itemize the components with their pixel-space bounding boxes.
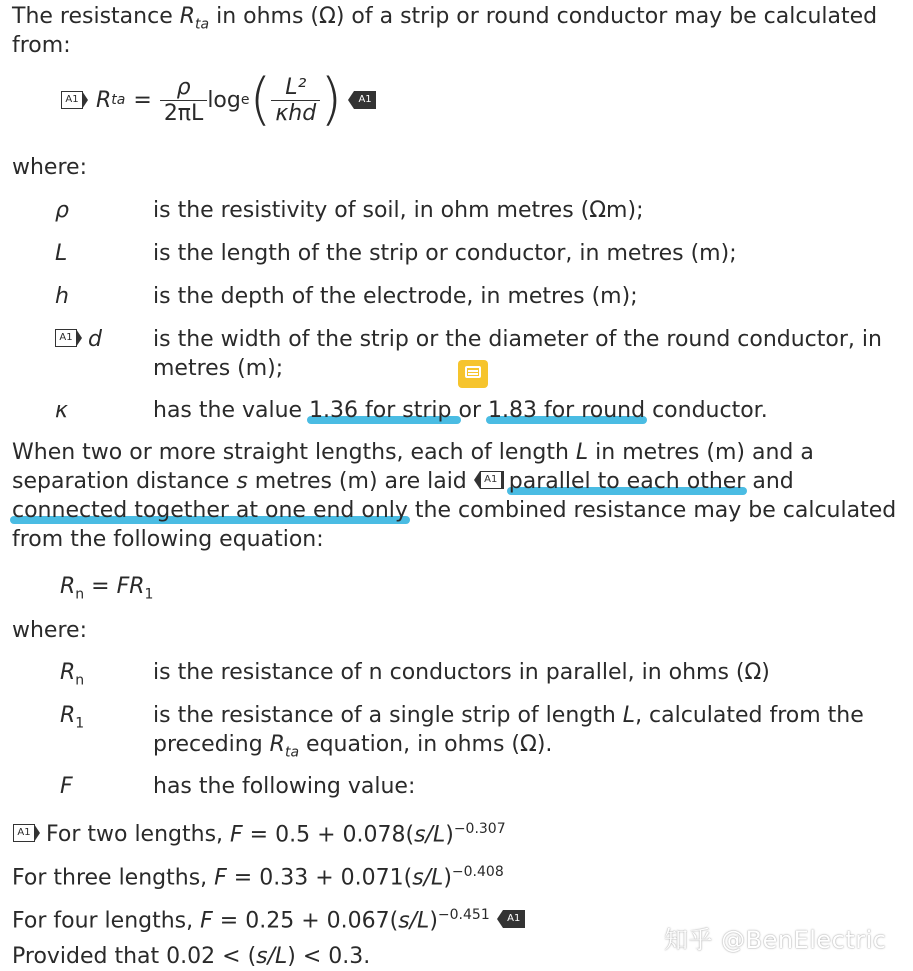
highlight-round: 1.83 for round xyxy=(488,398,646,423)
def-symbol-rho: ρ xyxy=(55,198,69,223)
intro-line-2: from: xyxy=(12,33,71,58)
amendment-close-icon: A1 xyxy=(474,470,502,490)
def-text-R1-2: preceding $R_{ta}$ equation, in ohms (Ω). xyxy=(153,732,553,761)
formula-inner-fraction: $\frac{\text{L²}}{\text{κhd}}$ xyxy=(271,75,320,126)
formula-equals: = xyxy=(133,87,152,113)
para-line-1: When two or more straight lengths, each of length L in metres (m) and a xyxy=(12,440,814,465)
def-text-R1: is the resistance of a single strip of length L, calculated from the xyxy=(153,703,864,728)
def-text-F: has the following value: xyxy=(153,774,416,799)
amendment-open-icon: A1 xyxy=(60,90,88,110)
para-line-2: separation distance s metres (m) are laid A1 parallel to each other and xyxy=(12,469,794,494)
amendment-open-icon: A1 xyxy=(54,328,82,348)
intro-text: The resistance xyxy=(12,4,180,29)
formula-rta xyxy=(60,67,376,132)
formula-fraction: $\frac{\rho}{2\pi L}$ xyxy=(160,75,208,126)
def-symbol-d: A1 d xyxy=(54,325,102,354)
case-three-lengths: For three lengths, $F = 0.33 + 0.071(s/L)^{-0.408}$ xyxy=(12,864,504,891)
intro-line-1 xyxy=(12,2,877,39)
formula-log-base: e xyxy=(240,92,250,108)
def-text-Rn: is the resistance of n conductors in parallel, in ohms (Ω) xyxy=(153,660,770,685)
highlight-parallel: parallel to each other xyxy=(508,469,746,494)
formula-log: log xyxy=(207,87,241,113)
formula-rn: $R_n = FR_1$ xyxy=(60,574,154,603)
watermark: 知乎 @BenElectric xyxy=(664,926,887,954)
amendment-close-icon: A1 xyxy=(497,909,525,929)
amendment-open-icon: A1 xyxy=(12,823,40,843)
def-text-d-2: metres (m); xyxy=(153,356,284,381)
def-symbol-Rn: $R_n$ xyxy=(60,660,85,689)
provided-condition: Provided that 0.02 < (s/L) < 0.3. xyxy=(12,944,371,969)
paren-left: ( xyxy=(249,67,272,132)
def-text-d: is the width of the strip or the diameter of the round conductor, in xyxy=(153,327,882,352)
amendment-close-icon: A1 xyxy=(348,90,376,110)
def-text-kappa: has the value 1.36 for strip or 1.83 for round conductor. xyxy=(153,398,768,423)
para-line-4: from the following equation: xyxy=(12,527,324,552)
def-text-h: is the depth of the electrode, in metres (m); xyxy=(153,284,638,309)
def-symbol-kappa: κ xyxy=(55,398,68,423)
comment-icon[interactable] xyxy=(458,360,488,388)
case-four-lengths: For four lengths, $F = 0.25 + 0.067(s/L)^{-0.451}$ A1 xyxy=(12,901,525,935)
def-symbol-R1: $R_1$ xyxy=(60,703,85,732)
highlight-connected: connected together at one end only xyxy=(12,498,408,523)
def-symbol-L: L xyxy=(55,241,68,266)
where-label-2: where: xyxy=(12,618,87,643)
paren-right: ) xyxy=(320,67,343,132)
formula-lhs-sub: ta xyxy=(111,92,126,108)
def-symbol-F: F xyxy=(60,774,73,799)
para-line-3: connected together at one end only the combined resistance may be calculated xyxy=(12,498,897,523)
def-text-L: is the length of the strip or conductor, in metres (m); xyxy=(153,241,737,266)
intro-text: in ohms (Ω) of a strip or round conductor may be calculated xyxy=(209,4,878,29)
formula-lhs: R xyxy=(96,87,112,113)
where-label-1: where: xyxy=(12,155,87,180)
symbol-R: R xyxy=(179,4,196,29)
def-text-rho: is the resistivity of soil, in ohm metres (Ωm); xyxy=(153,198,644,223)
case-two-lengths: A1 For two lengths, $F = 0.5 + 0.078(s/L)^{-0.307}$ xyxy=(12,815,506,849)
highlight-strip: 1.36 for strip xyxy=(309,398,459,423)
symbol-subscript: ta xyxy=(195,16,210,33)
def-symbol-h: h xyxy=(55,284,69,309)
